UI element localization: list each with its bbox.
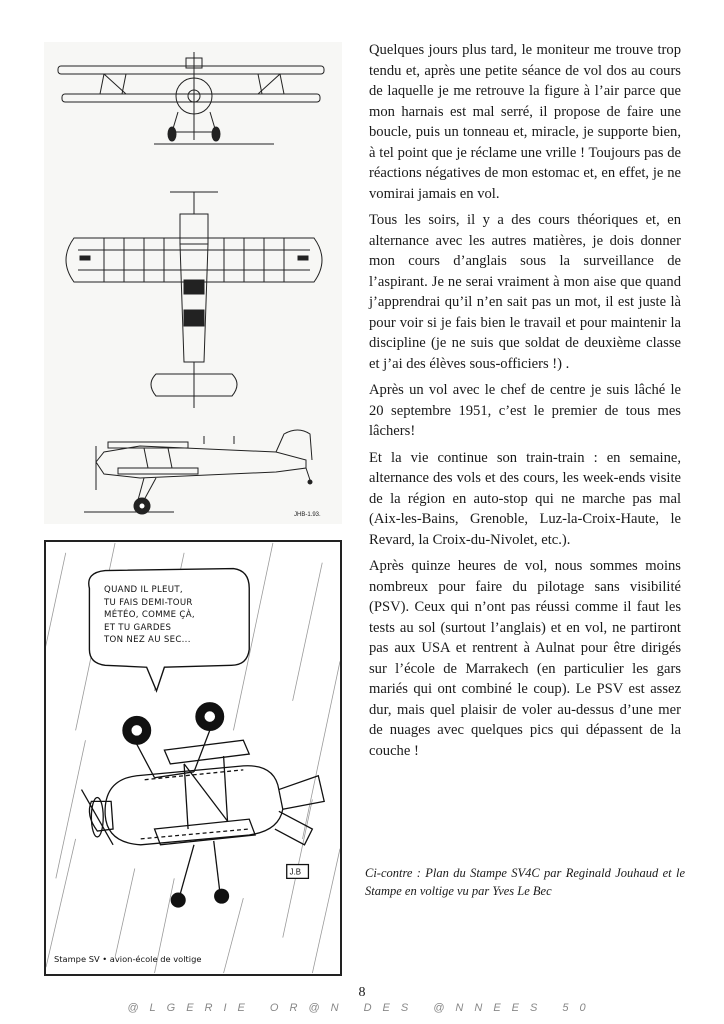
- paragraph: Tous les soirs, il y a des cours théoriques et, en alternance avec les autres matières, je dois donner mon cours d’anglais sous la surveillance de l’aspirant. Je ne serai vraiment à mon aise que quand j’apprendrai qu’il n’en sait pas un mot, il est juste là pour voir si je fais bien le travail et pour maintenir la discipline (je ne suis que soldat de deuxième classe et j’ai des élèves sous-officiers !) .: [369, 212, 681, 372]
- speech-line: TU FAIS DEMI-TOUR: [104, 597, 193, 608]
- paragraph: Et la vie continue son train-train : en semaine, alternance des vols et des cours, les week-ends visite de la région en auto-stop qui ne marche pas mal (Aix-les-Bains, Grenoble, Luz-la-Croix-Haute, le Revard, la Croix-du-Nivolet, etc.).: [369, 449, 681, 548]
- stampe-plan-drawing: [44, 42, 342, 524]
- article-text: [369, 40, 681, 767]
- speech-bubble-text: [104, 584, 244, 647]
- plan-views-svg: [44, 42, 342, 524]
- speech-line: QUAND IL PLEUT,: [104, 585, 183, 595]
- speech-line: ET TU GARDES: [104, 622, 172, 633]
- side-view: [84, 430, 312, 514]
- cartoon-label: Stampe SV • avion-école de voltige: [54, 954, 202, 964]
- speech-line: MÉTÉO, COMME ÇÀ,: [104, 610, 195, 620]
- front-view: [58, 52, 324, 144]
- plan-signature: JHB-1.93.: [294, 512, 321, 518]
- stampe-cartoon: [44, 540, 342, 976]
- footer-title: @LGERIE OR@N DES @NNEES 50: [127, 1002, 597, 1014]
- artist-mark: J.B: [289, 867, 302, 877]
- page-number: 8: [358, 985, 366, 1000]
- top-view: [66, 192, 322, 408]
- figure-caption: Ci-contre : Plan du Stampe SV4C par Reginald Jouhaud et le Stampe en voltige vu par Yves Le Bec: [365, 866, 685, 898]
- paragraph: Quelques jours plus tard, le moniteur me trouve trop tendu et, après une petite séance de vol dos au cours de laquelle je me retrouve la figure à l’air parce que mon harnais est mal serré, il propose de faire une boucle, puis un tonneau et, miracle, je supporte bien, à tel point que je réclame une vrille ! Toujours pas de réactions négatives de mon estomac et, en effet, je ne vomirai jamais en vol.: [369, 42, 681, 202]
- paragraph: Après un vol avec le chef de centre je suis lâché le 20 septembre 1951, c’est le premier de tous mes lâchers!: [369, 382, 681, 439]
- speech-line: TON NEZ AU SEC...: [104, 635, 191, 645]
- stampe-aerobatics: [82, 703, 325, 907]
- paragraph: Après quinze heures de vol, nous sommes moins nombreux pour faire du pilotage sans visibilité (PSV). Ceux qui n’ont pas réussi comme il faut les tests au sol (surtout l’anglais) et en vol, ne partiront pas aux USA et rentrent à Aulnat pour être dirigés sur l’école de Marrakech (en particulier les gars mariés qui ont combiné le coup). Le PSV est assez dur, mais quel plaisir de voler au-dessus d’une mer de nuages avec quelques pics qui dépassent de la couche !: [369, 558, 681, 759]
